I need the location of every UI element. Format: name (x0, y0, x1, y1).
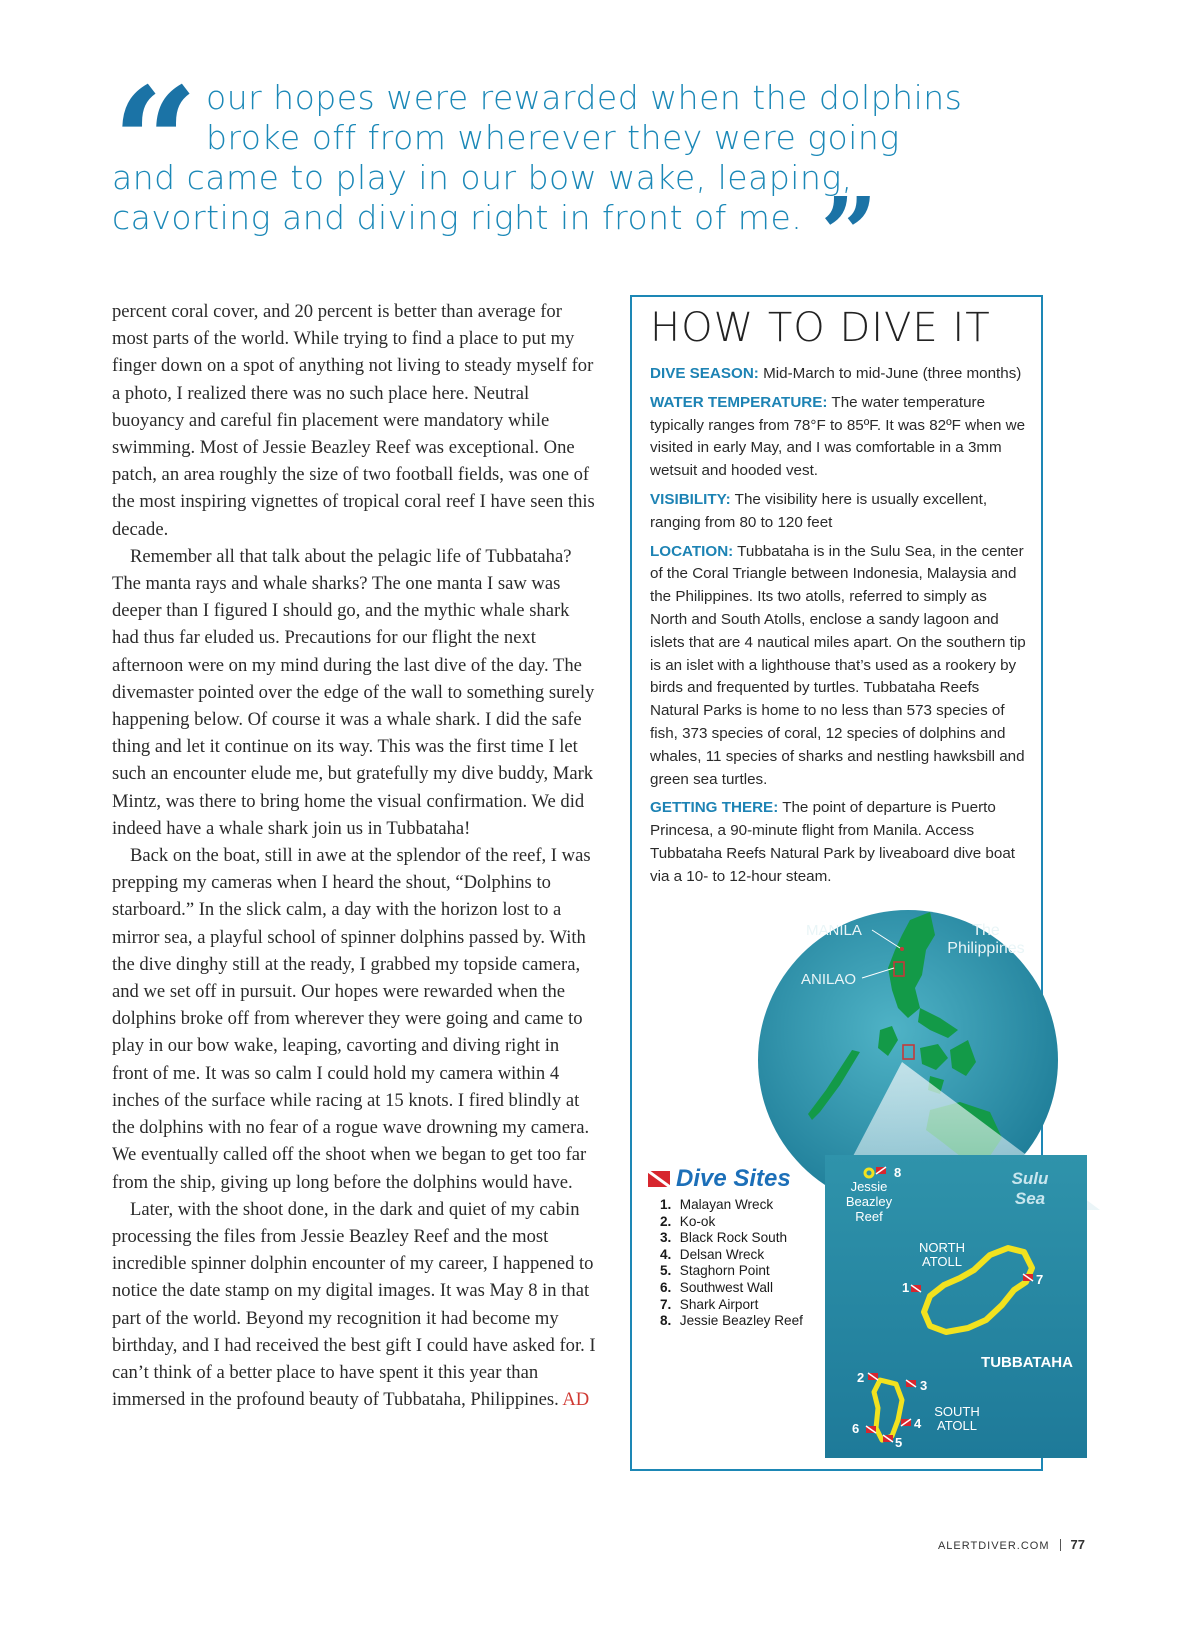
section-text: The water temperature typically ranges from 78°F to 85ºF. It was 82ºF when we visited in early May, and I was comfortable in a 3mm wetsuit and hooded vest. (650, 393, 1026, 480)
body-paragraph (112, 1196, 597, 1414)
page-footer (900, 1537, 1085, 1552)
article-body (112, 298, 597, 1413)
site-name: Jessie Beazley Reef (679, 1313, 803, 1329)
section-label: LOCATION: (650, 542, 734, 560)
visibility-section (650, 489, 1028, 535)
section-text: Mid-March to mid-June (three months) (758, 365, 1022, 382)
body-paragraph: Back on the boat, still in awe at the splendor of the reef, I was prepping my cameras when I heard the shout, “Dolphins to starboard.” In the slick calm, a day with the horizon lost to a mirror sea, a playful school of spinner dolphins passed by. With the dive dinghy still at the ready, I grabbed my topside camera, and we set off in pursuit. Our hopes were rewarded when the dolphins broke off from wherever they were going and came to play in our bow wake, leaping, cavorting and diving right in front of me. It was so calm I could hold my camera within 4 inches of the surface while racing at 15 knots. I fired blindly at the dolphins with no fear of a rogue wave drowning my camera. We eventually called off the shoot when we began to get too far from the ship, giving up long before the dolphins would have. (112, 845, 591, 1193)
dive-flag-5 (883, 1435, 893, 1442)
location-section (650, 541, 1028, 792)
site-number-8: 8 (894, 1165, 902, 1180)
pull-quote-line: and came to play in our bow wake, leaping, (112, 158, 853, 197)
pull-quote-line: broke off from wherever they were going (206, 118, 900, 157)
body-paragraph: Remember all that talk about the pelagic life of Tubbataha? The manta rays and whale sharks? The one manta I saw was deeper than I figured I should go, and the mythic whale shark had thus far eluded us. Precautions for our flight the next afternoon were on my mind during the last dive of the day. The divemaster pointed over the edge of the wall to something surely happening below. Of course it was a whale shark. I did the safe thing and let it continue on its way. This was the first time I let such an encounter elude me, but gratefully my dive buddy, Mark Mintz, was there to bring home the visual confirmation. We did indeed have a whale shark join us in Tubbataha! (112, 545, 595, 839)
north-atoll-label-line2: ATOLL (922, 1254, 962, 1269)
footer-site: ALERTDIVER.COM (937, 1540, 1050, 1552)
jessie-label-line3: Reef (855, 1209, 883, 1224)
dive-flag-2 (868, 1373, 878, 1380)
list-item (660, 1263, 828, 1280)
site-num: 8. (660, 1313, 672, 1329)
manila-marker (900, 947, 904, 951)
dive-sites-list (648, 1197, 828, 1330)
sidebar-content (650, 363, 1028, 895)
getting-there-section (650, 797, 1028, 888)
south-atoll-label-line1: SOUTH (934, 1404, 980, 1419)
site-num: 3. (660, 1230, 672, 1246)
water-temperature-section (650, 392, 1028, 483)
site-name: Staghorn Point (679, 1263, 770, 1279)
end-mark: AD (562, 1389, 590, 1411)
site-name: Malayan Wreck (679, 1197, 774, 1212)
site-number-1: 1 (902, 1280, 910, 1295)
pull-quote (112, 55, 1012, 293)
pull-quote-line-text: cavorting and diving right in front of me. (112, 198, 803, 237)
site-num: 6. (660, 1279, 672, 1295)
manila-label: MANILA (806, 922, 862, 939)
dive-sites-header (648, 1165, 828, 1193)
footer-divider (1060, 1539, 1061, 1551)
section-label: GETTING THERE: (650, 799, 779, 817)
list-item (660, 1280, 828, 1297)
site-num: 5. (660, 1263, 672, 1279)
jessie-label-line1: Jessie (850, 1179, 888, 1194)
dive-flag-6 (866, 1426, 876, 1433)
tubbataha-label: TUBBATAHA (981, 1354, 1073, 1371)
list-item (660, 1247, 828, 1264)
dive-flag-3 (906, 1380, 916, 1387)
site-number-3: 3 (920, 1378, 928, 1393)
site-number-5: 5 (895, 1435, 903, 1450)
south-atoll-label-line2: ATOLL (937, 1418, 977, 1433)
north-atoll-label-line1: NORTH (919, 1240, 965, 1255)
anilao-label: ANILAO (801, 971, 857, 988)
dive-flag-4 (901, 1419, 911, 1426)
list-item (660, 1197, 828, 1214)
site-num: 2. (660, 1213, 672, 1229)
section-text: The visibility here is usually excellent, ranging from 80 to 120 feet (650, 490, 988, 531)
page-number: 77 (1070, 1537, 1085, 1552)
section-label: WATER TEMPERATURE: (650, 393, 828, 411)
dive-season-section (650, 363, 1028, 386)
philippines-label-line1: The (972, 922, 1000, 939)
sulu-label-line2: Sea (1014, 1189, 1046, 1208)
site-number-2: 2 (857, 1370, 865, 1385)
sulu-label-line1: Sulu (1011, 1169, 1049, 1188)
list-item (660, 1214, 828, 1231)
site-num: 1. (660, 1197, 672, 1212)
site-name: Delsan Wreck (679, 1246, 765, 1262)
site-num: 4. (660, 1246, 672, 1262)
site-name: Shark Airport (679, 1296, 759, 1312)
section-label: DIVE SEASON: (650, 365, 759, 382)
site-name: Ko-ok (679, 1213, 716, 1229)
dive-sites-title: Dive Sites (676, 1165, 791, 1192)
jessie-label-line2: Beazley (845, 1194, 893, 1209)
dive-flag-8 (876, 1167, 886, 1174)
dive-flag-1 (911, 1285, 921, 1292)
site-number-6: 6 (852, 1421, 860, 1436)
section-text: The point of departure is Puerto Princesa, a 90-minute flight from Manila. Access Tubbataha Reefs Natural Park by liveaboard dive boat via a 10- to 12-hour steam. (650, 799, 1015, 885)
site-name: Southwest Wall (679, 1279, 773, 1295)
close-quote-mark: ” (820, 175, 879, 293)
dive-sites-legend (648, 1165, 828, 1330)
site-number-7: 7 (1036, 1272, 1044, 1287)
dive-flag-icon (648, 1171, 670, 1187)
sidebar-title: HOW TO DIVE IT (650, 305, 991, 351)
site-num: 7. (660, 1296, 672, 1312)
section-label: VISIBILITY: (650, 490, 731, 508)
section-text: Tubbataha is in the Sulu Sea, in the center of the Coral Triangle between Indonesia, Malaysia and the Philippines. Its two atolls, referred to simply as North and South Atolls, enclose a sandy lagoon and islets that are 4 nautical miles apart. On the southern tip is an islet with a lighthouse that’s used as a rookery by birds and frequented by turtles. Tubbataha Reefs Natural Parks is home to no less than 573 species of fish, 373 species of coral, 12 species of dolphins and whales, 11 species of sharks and nestling hawksbill and green sea turtles. (650, 542, 1026, 788)
open-quote-mark: “ (112, 55, 199, 231)
list-item (660, 1230, 828, 1247)
body-paragraph-text: Later, with the shoot done, in the dark and quiet of my cabin processing the files from Jessie Beazley Reef and the most incredible spinner dolphin encounter of my career, I happened to notice the date stamp on my digital images. It was May 8 in that part of the world. Beyond my recognition it had become my birthday, and I had received the best gift I could have asked for. I can’t think of a better place to have spent it this year than immersed in the profound beauty of Tubbataha, Philippines. (112, 1198, 596, 1411)
list-item (660, 1313, 828, 1330)
dive-flag-7 (1023, 1274, 1033, 1281)
philippines-label-line2: Philippines (947, 940, 1025, 957)
site-number-4: 4 (914, 1416, 922, 1431)
body-paragraph: percent coral cover, and 20 percent is better than average for most parts of the world. While trying to find a place to put my finger down on a spot of anything not living to steady myself for a photo, I realized there was no such place here. Neutral buoyancy and careful fin placement were mandatory while swimming. Most of Jessie Beazley Reef was exceptional. One patch, an area roughly the size of two football fields, was one of the most inspiring vignettes of tropical coral reef I have seen this decade. (112, 301, 595, 540)
pull-quote-line: our hopes were rewarded when the dolphins (206, 78, 963, 117)
site-name: Black Rock South (679, 1230, 788, 1246)
list-item (660, 1297, 828, 1314)
